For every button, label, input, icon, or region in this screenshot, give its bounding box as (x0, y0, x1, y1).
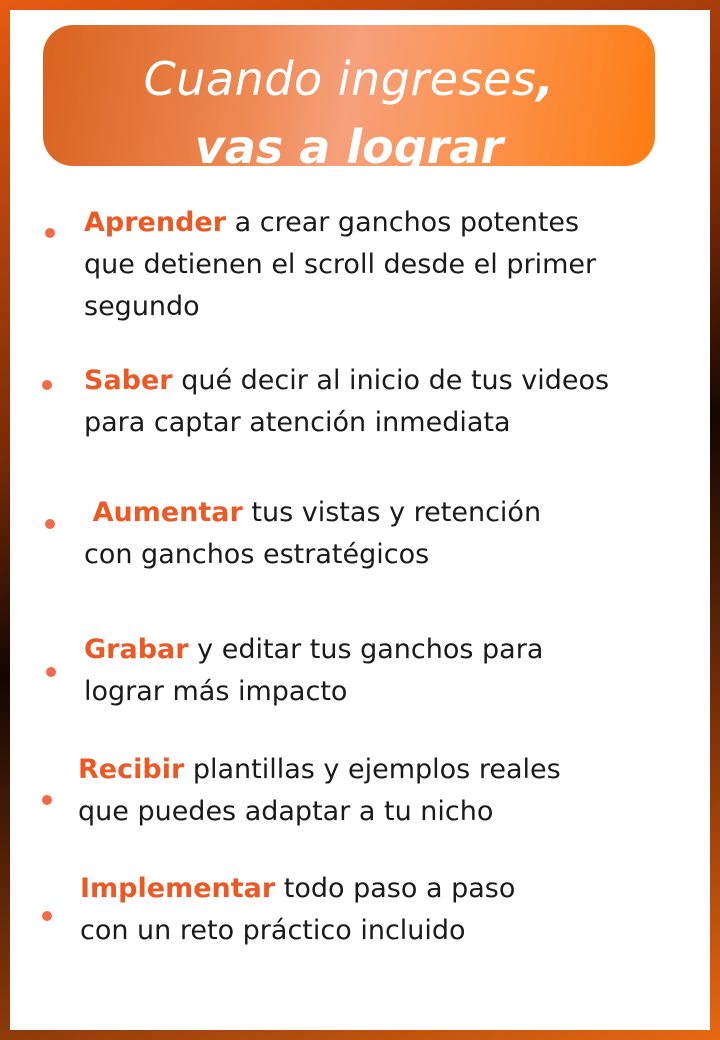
list-item-line: con un reto práctico incluido (80, 915, 466, 946)
list-item-line (84, 360, 609, 402)
header-title-line1 (43, 53, 655, 105)
list-item-keyword: Grabar (84, 634, 189, 665)
list-item-keyword: Recibir (78, 754, 185, 785)
list-item-rest: y editar tus ganchos para (188, 634, 544, 665)
list-item-text (84, 492, 541, 576)
list-item-line: para captar atención inmediata (84, 407, 511, 438)
list-item-line (84, 202, 596, 244)
bullet-dot-icon (42, 911, 52, 921)
list-item-rest: a crear ganchos potentes (226, 207, 580, 238)
bullet-dot-icon (42, 380, 52, 390)
header-title-text: Cuando ingreses (143, 52, 537, 106)
bullet-dot-icon (46, 667, 56, 677)
list-item-line (78, 749, 561, 791)
list-item-line (80, 868, 515, 910)
list-item-text (80, 868, 515, 952)
list-item-keyword: Implementar (80, 873, 276, 904)
list-item-line: segundo (84, 291, 200, 322)
list-item-keyword: Saber (84, 365, 173, 396)
list-item-keyword: Aprender (84, 207, 227, 238)
list-item-line: que detienen el scroll desde el primer (84, 249, 597, 280)
list-item-rest: todo paso a paso (275, 873, 516, 904)
list-item-text (84, 629, 543, 713)
list-item-line (84, 629, 543, 671)
list-item-text (78, 749, 561, 833)
header-title-comma: , (536, 52, 555, 106)
list-item-rest: plantillas y ejemplos reales (184, 754, 561, 785)
list-item-keyword: Aumentar (92, 497, 243, 528)
list-item-line (84, 492, 541, 534)
list-item-text (84, 360, 609, 444)
list-item-line: lograr más impacto (84, 676, 348, 707)
list-item-line: con ganchos estratégicos (84, 539, 430, 570)
list-item-rest: tus vistas y retención (242, 497, 542, 528)
bullet-dot-icon (45, 228, 55, 238)
bullet-dot-icon (42, 795, 52, 805)
bullet-dot-icon (45, 519, 55, 529)
list-item-text (84, 202, 596, 328)
list-item-line: que puedes adaptar a tu nicho (78, 796, 494, 827)
header-banner (43, 25, 655, 174)
list-item-rest: qué decir al inicio de tus videos (172, 365, 610, 396)
header-title-line2: vas a lograr (194, 120, 504, 174)
